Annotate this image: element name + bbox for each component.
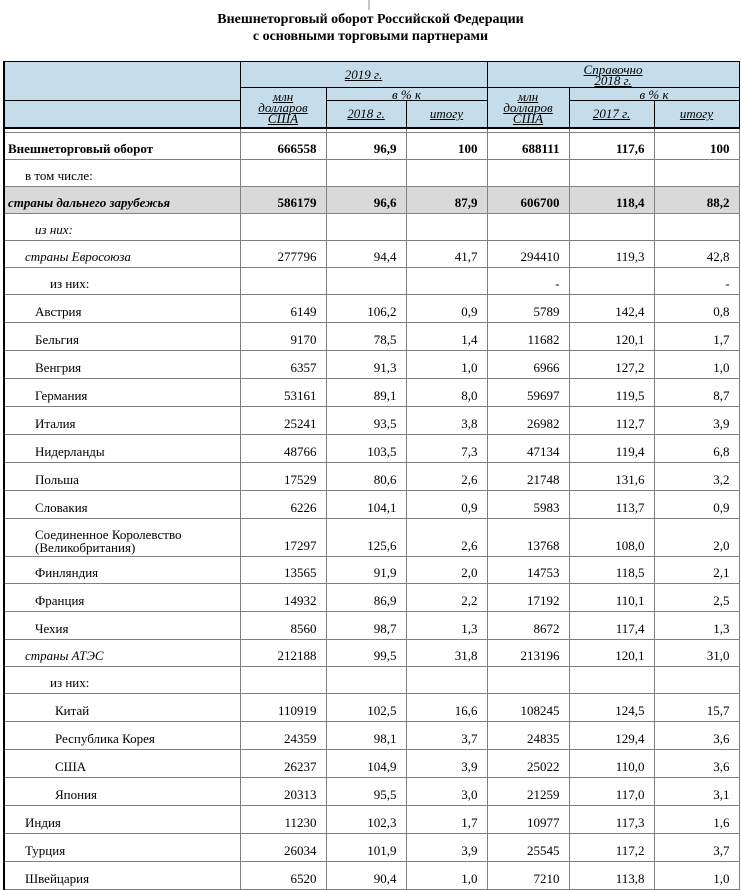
table-title	[0, 11, 741, 45]
cell-value: 1,6	[654, 805, 739, 833]
cell-value: 53161	[240, 378, 326, 406]
mln-line-2: долларов	[258, 99, 308, 115]
row-label: Соединенное Королевство (Великобритания)	[4, 518, 240, 556]
cell-value: 2,0	[654, 518, 739, 556]
table-row	[4, 378, 739, 406]
cell-value: 3,2	[654, 462, 739, 490]
cell-value: 124,5	[569, 693, 654, 721]
cell-value: 118,5	[569, 556, 654, 583]
cell-value: 25022	[487, 749, 569, 777]
cell-value: 104,1	[326, 490, 406, 518]
cell-value: 80,6	[326, 462, 406, 490]
cell-value: 1,4	[406, 322, 487, 350]
cell-value: 2,1	[654, 556, 739, 583]
cell-value: 1,3	[654, 611, 739, 639]
cell-value	[654, 159, 739, 186]
cell-value: 96,6	[326, 186, 406, 213]
cell-value: 110,0	[569, 749, 654, 777]
table-row	[4, 777, 739, 805]
cell-value: 100	[406, 132, 487, 159]
cell-value: 8672	[487, 611, 569, 639]
cell-value: 2,5	[654, 583, 739, 611]
cell-value: 91,3	[326, 350, 406, 378]
mln-line-3: США	[267, 110, 299, 126]
cell-value: 294410	[487, 240, 569, 267]
table-body	[4, 128, 739, 890]
cell-value: 113,8	[569, 861, 654, 889]
cell-value: 102,3	[326, 805, 406, 833]
table-row	[4, 132, 739, 159]
row-label: Внешнеторговый оборот	[4, 132, 240, 159]
cell-value	[240, 267, 326, 294]
cell-value: 11230	[240, 805, 326, 833]
cell-value: 0,9	[654, 490, 739, 518]
cell-value: 48766	[240, 434, 326, 462]
row-label: страны Евросоюза	[4, 240, 240, 267]
cell-value	[240, 666, 326, 693]
cell-value	[569, 267, 654, 294]
cell-value: 1,7	[406, 805, 487, 833]
cell-value	[487, 666, 569, 693]
cell-value: 47134	[487, 434, 569, 462]
cell-value: 25545	[487, 833, 569, 861]
cell-value: 8,7	[654, 378, 739, 406]
cell-value: 13565	[240, 556, 326, 583]
cell-value: 106,2	[326, 294, 406, 322]
row-label: Австрия	[4, 294, 240, 322]
row-label: Польша	[4, 462, 240, 490]
trade-table	[3, 61, 740, 890]
cell-value: 100	[654, 132, 739, 159]
cell-value	[406, 213, 487, 240]
cell-value: 3,9	[406, 833, 487, 861]
cell-value: 90,4	[326, 861, 406, 889]
cell-value	[569, 666, 654, 693]
cell-value: 3,0	[406, 777, 487, 805]
cell-value: 119,5	[569, 378, 654, 406]
row-label: Финляндия	[4, 556, 240, 583]
cell-value	[326, 213, 406, 240]
cell-value: 117,6	[569, 132, 654, 159]
row-label: Турция	[4, 833, 240, 861]
cell-value: 119,3	[569, 240, 654, 267]
title-line-2: с основными торговыми партнерами	[252, 29, 489, 44]
row-label: Венгрия	[4, 350, 240, 378]
table-row	[4, 666, 739, 693]
cell-value: 98,7	[326, 611, 406, 639]
header-pct-2018: в % к	[569, 88, 739, 101]
cell-value: 120,1	[569, 639, 654, 666]
table-row	[4, 861, 739, 889]
row-label: Индия	[4, 805, 240, 833]
cell-value	[406, 666, 487, 693]
cell-value: 31,8	[406, 639, 487, 666]
row-label: Нидерланды	[4, 434, 240, 462]
cell-value: 5983	[487, 490, 569, 518]
cell-value: 26237	[240, 749, 326, 777]
cell-value: 3,9	[654, 406, 739, 434]
cell-value	[240, 213, 326, 240]
table-row	[4, 611, 739, 639]
row-label: страны АТЭС	[4, 639, 240, 666]
cell-value: 99,5	[326, 639, 406, 666]
cell-value: 586179	[240, 186, 326, 213]
row-label: Республика Корея	[4, 721, 240, 749]
cell-value: 212188	[240, 639, 326, 666]
header-ref-line-1: Справочно	[583, 61, 643, 77]
cell-value: 59697	[487, 378, 569, 406]
row-label: Германия	[4, 378, 240, 406]
header-col-total-2018: итогу	[654, 101, 739, 128]
cell-value	[326, 666, 406, 693]
cell-value: 26982	[487, 406, 569, 434]
cell-value: 3,6	[654, 749, 739, 777]
cell-value: 6226	[240, 490, 326, 518]
header-mln-usd-2018	[487, 88, 569, 128]
cell-value: 129,4	[569, 721, 654, 749]
cell-value: 120,1	[569, 322, 654, 350]
cell-value: 3,8	[406, 406, 487, 434]
cell-value	[406, 267, 487, 294]
cell-value: 24835	[487, 721, 569, 749]
table-row	[4, 462, 739, 490]
cell-value: 42,8	[654, 240, 739, 267]
cell-value: 14932	[240, 583, 326, 611]
table-row	[4, 350, 739, 378]
cell-value: 7210	[487, 861, 569, 889]
mln-line-1: млн	[517, 88, 539, 104]
table-row	[4, 490, 739, 518]
cell-value: 8,0	[406, 378, 487, 406]
table-row	[4, 556, 739, 583]
cell-value: 26034	[240, 833, 326, 861]
cell-value: 93,5	[326, 406, 406, 434]
cell-value: 213196	[487, 639, 569, 666]
cell-value: 87,9	[406, 186, 487, 213]
cell-value: 6966	[487, 350, 569, 378]
row-label: Франция	[4, 583, 240, 611]
cell-value	[326, 159, 406, 186]
cell-value	[569, 159, 654, 186]
cell-value: 119,4	[569, 434, 654, 462]
table-row	[4, 805, 739, 833]
header-pct-2019: в % к	[326, 88, 487, 101]
cell-value: 1,0	[406, 350, 487, 378]
cell-value: 6149	[240, 294, 326, 322]
cell-value: 7,3	[406, 434, 487, 462]
table-row	[4, 721, 739, 749]
table-row	[4, 518, 739, 556]
table-row	[4, 159, 739, 186]
cell-value: 78,5	[326, 322, 406, 350]
cell-value: 110,1	[569, 583, 654, 611]
cell-value: 96,9	[326, 132, 406, 159]
cell-value: 5789	[487, 294, 569, 322]
row-label: Словакия	[4, 490, 240, 518]
cell-value: 89,1	[326, 378, 406, 406]
cell-value: 13768	[487, 518, 569, 556]
cell-value: 108,0	[569, 518, 654, 556]
row-label: из них:	[4, 213, 240, 240]
cell-value: 3,9	[406, 749, 487, 777]
cell-value	[487, 159, 569, 186]
cell-value	[654, 666, 739, 693]
row-label: Китай	[4, 693, 240, 721]
cell-value: 127,2	[569, 350, 654, 378]
cell-value: 15,7	[654, 693, 739, 721]
table-row	[4, 267, 739, 294]
cell-value: 6357	[240, 350, 326, 378]
row-label: Бельгия	[4, 322, 240, 350]
table-row	[4, 294, 739, 322]
cell-value: 11682	[487, 322, 569, 350]
row-label: Чехия	[4, 611, 240, 639]
table-row	[4, 749, 739, 777]
row-label: страны дальнего зарубежья	[4, 186, 240, 213]
cell-value: 2,0	[406, 556, 487, 583]
cell-value: -	[487, 267, 569, 294]
table-row	[4, 693, 739, 721]
table-row	[4, 322, 739, 350]
cell-value: 20313	[240, 777, 326, 805]
cell-value: 86,9	[326, 583, 406, 611]
cell-value: 2,2	[406, 583, 487, 611]
header-corner	[4, 62, 240, 101]
cell-value	[487, 213, 569, 240]
header-reference-2018	[487, 62, 739, 88]
cell-value: 102,5	[326, 693, 406, 721]
cell-value: 1,3	[406, 611, 487, 639]
cell-value: 688111	[487, 132, 569, 159]
cell-value: 117,3	[569, 805, 654, 833]
table-row	[4, 406, 739, 434]
row-label: из них:	[4, 666, 240, 693]
cell-value: 3,7	[406, 721, 487, 749]
cell-value: 14753	[487, 556, 569, 583]
table-row	[4, 434, 739, 462]
row-label: Швейцария	[4, 861, 240, 889]
cell-value: 6,8	[654, 434, 739, 462]
cell-value	[326, 267, 406, 294]
table-row	[4, 639, 739, 666]
cell-value: 2,6	[406, 518, 487, 556]
header-col-2017: 2017 г.	[569, 101, 654, 128]
header-col-2018: 2018 г.	[326, 101, 406, 128]
cell-value: 112,7	[569, 406, 654, 434]
cell-value: 10977	[487, 805, 569, 833]
cell-value: 24359	[240, 721, 326, 749]
cell-value: 666558	[240, 132, 326, 159]
cell-value: 103,5	[326, 434, 406, 462]
cell-value: 94,4	[326, 240, 406, 267]
header-year-2019: 2019 г.	[240, 62, 487, 88]
row-label: в том числе:	[4, 159, 240, 186]
table-row	[4, 186, 739, 213]
cell-value: 21259	[487, 777, 569, 805]
top-divider-mark	[368, 0, 370, 10]
cell-value: 101,9	[326, 833, 406, 861]
header-corner-bottom	[4, 101, 240, 128]
cell-value	[406, 159, 487, 186]
cell-value: 606700	[487, 186, 569, 213]
cell-value: 21748	[487, 462, 569, 490]
cell-value: 131,6	[569, 462, 654, 490]
cell-value: 0,9	[406, 294, 487, 322]
table-row	[4, 583, 739, 611]
cell-value	[569, 213, 654, 240]
cell-value: 110919	[240, 693, 326, 721]
row-label: Япония	[4, 777, 240, 805]
cell-value: 104,9	[326, 749, 406, 777]
cell-value: 98,1	[326, 721, 406, 749]
cell-value: 142,4	[569, 294, 654, 322]
table-header	[4, 62, 739, 128]
cell-value: 0,9	[406, 490, 487, 518]
mln-line-1: млн	[272, 88, 294, 104]
cell-value: 95,5	[326, 777, 406, 805]
cell-value: 3,1	[654, 777, 739, 805]
cell-value: 16,6	[406, 693, 487, 721]
cell-value: 117,0	[569, 777, 654, 805]
cell-value: 2,6	[406, 462, 487, 490]
cell-value	[654, 213, 739, 240]
cell-value: 1,0	[654, 350, 739, 378]
cell-value: 17297	[240, 518, 326, 556]
cell-value: 117,4	[569, 611, 654, 639]
cell-value: 3,7	[654, 833, 739, 861]
cell-value: 113,7	[569, 490, 654, 518]
cell-value: 91,9	[326, 556, 406, 583]
cell-value: 17529	[240, 462, 326, 490]
cell-value: 1,0	[654, 861, 739, 889]
cell-value: 25241	[240, 406, 326, 434]
cell-value: 3,6	[654, 721, 739, 749]
cell-value: 17192	[487, 583, 569, 611]
row-label: США	[4, 749, 240, 777]
mln-line-2: долларов	[503, 99, 553, 115]
cell-value: 9170	[240, 322, 326, 350]
cell-value: 125,6	[326, 518, 406, 556]
header-col-total-2019: итогу	[406, 101, 487, 128]
cell-value	[240, 159, 326, 186]
cell-value: 6520	[240, 861, 326, 889]
cell-value: 8560	[240, 611, 326, 639]
cell-value: -	[654, 267, 739, 294]
row-label: Италия	[4, 406, 240, 434]
cell-value: 117,2	[569, 833, 654, 861]
table-row	[4, 240, 739, 267]
cell-value: 41,7	[406, 240, 487, 267]
mln-line-3: США	[512, 110, 544, 126]
row-label: из них:	[4, 267, 240, 294]
cell-value: 31,0	[654, 639, 739, 666]
cell-value: 1,0	[406, 861, 487, 889]
header-ref-line-2: 2018 г.	[594, 72, 632, 88]
table-row	[4, 833, 739, 861]
title-line-1: Внешнеторговый оборот Российской Федерации	[217, 12, 524, 27]
table-row	[4, 213, 739, 240]
cell-value: 0,8	[654, 294, 739, 322]
cell-value: 1,7	[654, 322, 739, 350]
header-mln-usd-2019	[240, 88, 326, 128]
cell-value: 108245	[487, 693, 569, 721]
cell-value: 88,2	[654, 186, 739, 213]
cell-value: 118,4	[569, 186, 654, 213]
cell-value: 277796	[240, 240, 326, 267]
